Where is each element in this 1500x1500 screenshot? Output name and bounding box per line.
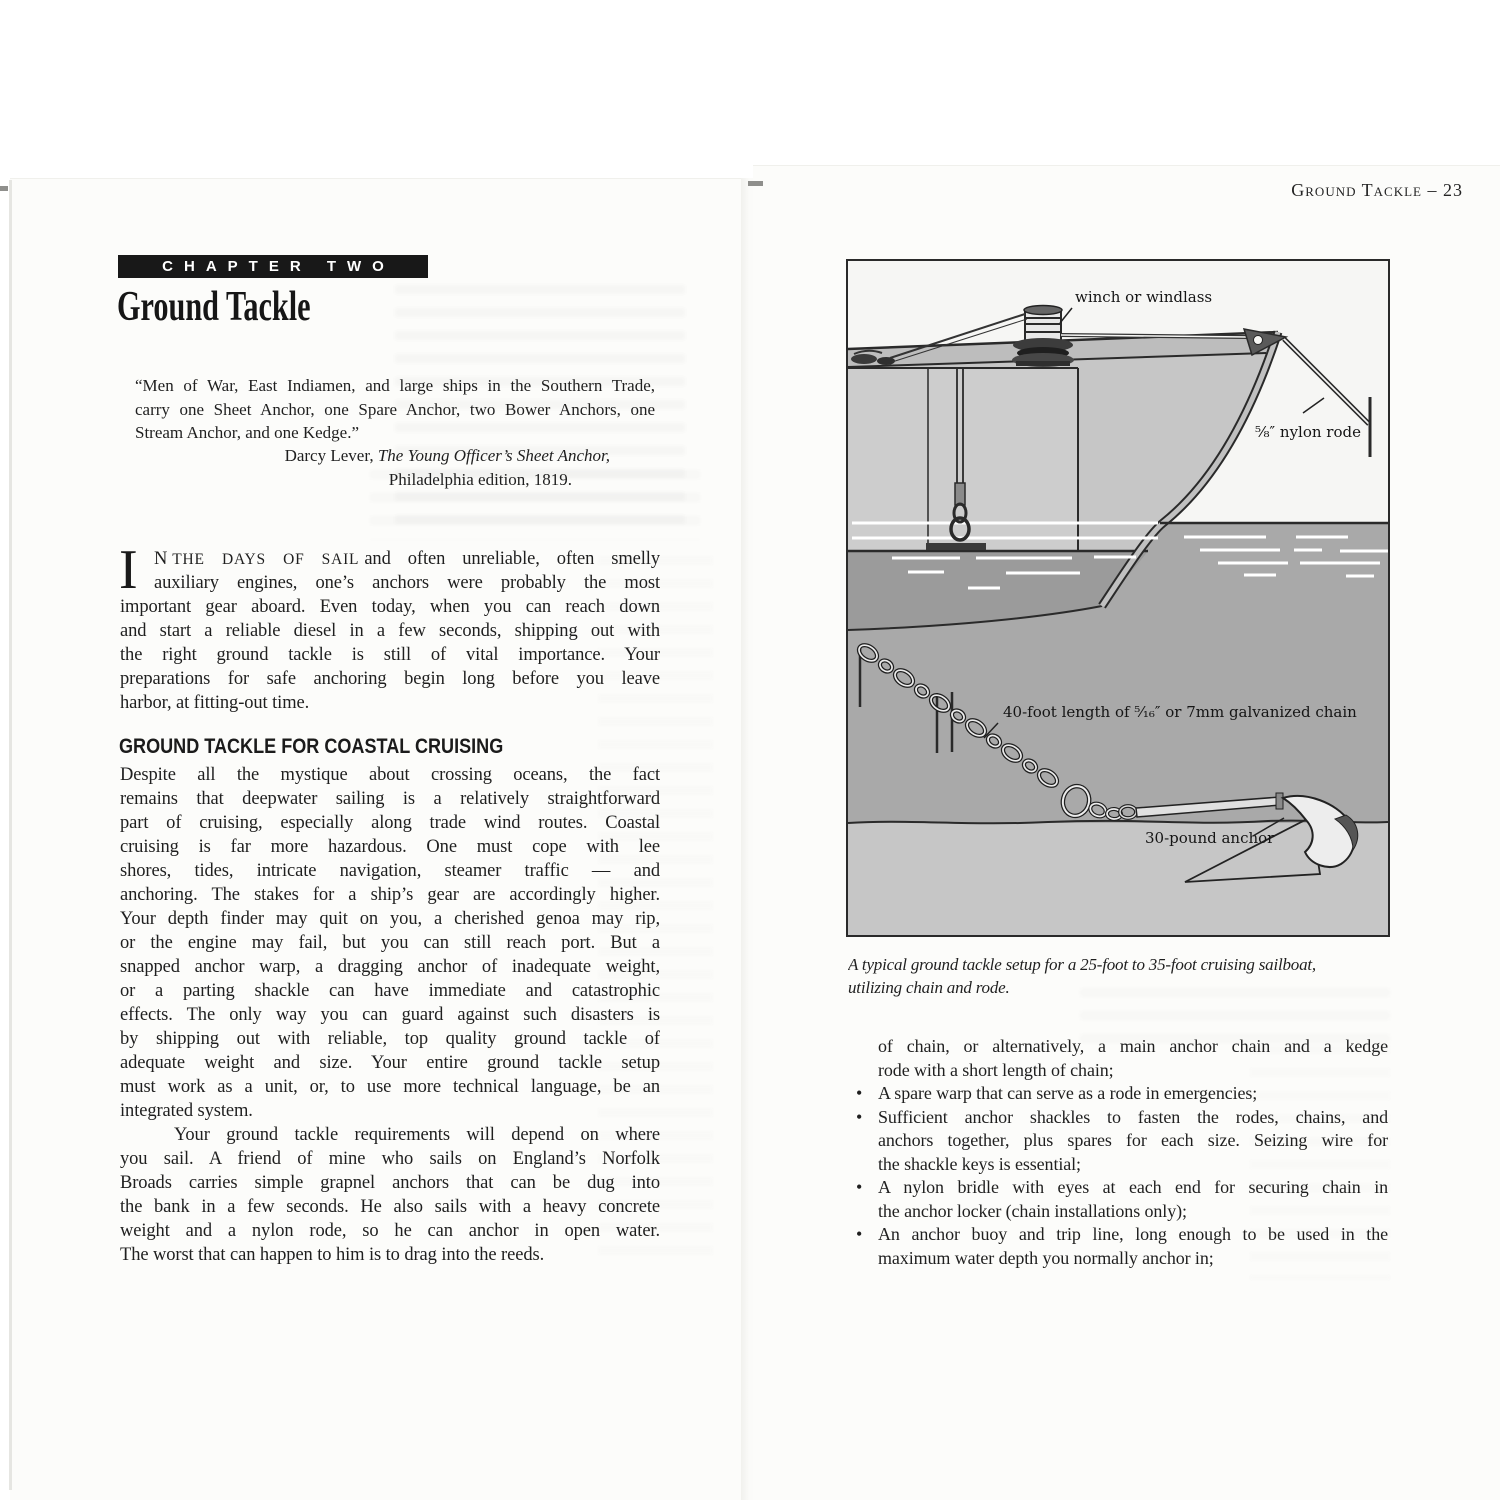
body-line: weight and a nylon rode, so he can anchor in open water. xyxy=(120,1221,660,1241)
body-line: Your ground tackle requirements will depend on where xyxy=(174,1125,660,1145)
body-line: and start a reliable diesel in a few seconds, shipping out with xyxy=(120,621,660,641)
list-item-line: the anchor locker (chain installations only); xyxy=(878,1200,1187,1221)
list-item-line: A spare warp that can serve as a rode in emergencies; xyxy=(878,1083,1258,1103)
body-line: you sail. A friend of mine who sails on England’s Norfolk xyxy=(120,1149,660,1169)
caption-line: utilizing chain and rode. xyxy=(848,978,1010,997)
opener-initial: N xyxy=(154,549,168,569)
body-line: the right ground tackle is still of vital importance. Your xyxy=(120,645,660,665)
section-heading: GROUND TACKLE FOR COASTAL CRUISING xyxy=(119,735,504,758)
list-item xyxy=(848,1082,1388,1106)
bullet-marker: • xyxy=(856,1224,863,1244)
body-line: by shipping out with reliable, top quality ground tackle of xyxy=(120,1029,660,1049)
body-line: or a parting shackle can have immediate and catastrophic xyxy=(120,981,660,1001)
drop-cap: I xyxy=(119,539,138,601)
body-line: Despite all the mystique about crossing oceans, the fact xyxy=(120,765,660,785)
list-item-line: An anchor buoy and trip line, long enough to be used in the xyxy=(878,1224,1388,1244)
bullet-marker: • xyxy=(856,1106,863,1127)
quote-attribution xyxy=(135,446,610,466)
body-line: Your depth finder may quit on you, a cherished genoa may rip, xyxy=(120,909,660,929)
body-line: part of cruising, especially along trade wind routes. Coastal xyxy=(120,813,660,833)
body-line: effects. The only way you can guard against such disasters is xyxy=(120,1005,660,1025)
body-line: harbor, at fitting-out time. xyxy=(120,693,310,713)
scan-artifact xyxy=(748,181,763,186)
body-line: or the engine may fail, but you can still reach port. But a xyxy=(120,933,660,953)
body-line: the bank in a few seconds. He also sails with a heavy concrete xyxy=(120,1197,660,1217)
running-head: Ground Tackle – 23 xyxy=(1291,180,1463,200)
quote-line: Stream Anchor, and one Kedge.” xyxy=(135,423,360,442)
body-line: must work as a unit, or, to use more technical language, be an xyxy=(120,1077,660,1097)
body-line: remains that deepwater sailing is a relatively straightforward xyxy=(120,789,660,809)
list-item-line: anchors together, plus spares for each size. Seizing wire for xyxy=(878,1130,1388,1150)
list-item-line: maximum water depth you normally anchor in; xyxy=(878,1247,1214,1268)
body-line: anchoring. The stakes for a ship’s gear are accordingly higher. xyxy=(120,885,660,905)
intro-paragraph xyxy=(120,547,660,715)
figure-caption xyxy=(848,953,1393,999)
list-continuation-line: rode with a short length of chain; xyxy=(878,1059,1114,1080)
chapter-kicker-bar xyxy=(118,255,428,278)
requirements-paragraph xyxy=(120,1123,660,1267)
list-continuation-line: of chain, or alternatively, a main anchor chain and a kedge xyxy=(878,1036,1388,1056)
body-line: preparations for safe anchoring begin long before you leave xyxy=(120,669,660,689)
chain-label: 40-foot length of ⁵⁄₁₆″ or 7mm galvanized chain xyxy=(1003,703,1357,721)
body-line: cruising is far more hazardous. One must cope with lee xyxy=(120,837,660,857)
body-line: integrated system. xyxy=(120,1101,253,1121)
body-line: important gear aboard. Even today, when you can reach down xyxy=(120,597,660,617)
quote-line: carry one Sheet Anchor, one Spare Anchor, two Bower Anchors, one xyxy=(135,399,655,419)
attribution-name: Darcy Lever, xyxy=(284,446,378,465)
equipment-list xyxy=(848,1035,1388,1270)
anchor-label: 30-pound anchor xyxy=(1145,829,1275,847)
rode-label: ⁵⁄₈″ nylon rode xyxy=(1255,423,1361,441)
list-item-line: A nylon bridle with eyes at each end for securing chain in xyxy=(878,1177,1388,1197)
ground-tackle-diagram xyxy=(848,261,1388,935)
chapter-kicker: CHAPTER TWO xyxy=(162,258,395,275)
bullet-marker: • xyxy=(856,1083,863,1103)
quote-attribution-line2: Philadelphia edition, 1819. xyxy=(388,470,572,489)
body-line: auxiliary engines, one’s anchors were probably the most xyxy=(154,573,660,593)
list-item xyxy=(848,1176,1388,1200)
body-line: snapped anchor warp, a dragging anchor of inadequate weight, xyxy=(120,957,660,977)
coastal-cruising-paragraph xyxy=(120,763,660,1123)
bullet-marker: • xyxy=(856,1177,863,1197)
page-gutter xyxy=(741,178,753,1500)
left-page-edge xyxy=(9,180,12,1490)
list-item xyxy=(848,1106,1388,1130)
scan-artifact xyxy=(0,186,8,191)
body-line: The worst that can happen to him is to drag into the reeds. xyxy=(120,1245,545,1265)
opener-small-caps: THE DAYS OF SAIL xyxy=(172,551,360,568)
attribution-book-title: The Young Officer’s Sheet Anchor, xyxy=(377,446,610,465)
body-line: Broads carries simple grapnel anchors that can be dug into xyxy=(120,1173,660,1193)
body-line: shores, tides, intricate navigation, steamer traffic — and xyxy=(120,861,660,881)
body-line: adequate weight and size. Your entire ground tackle setup xyxy=(120,1053,660,1073)
chapter-title: Ground Tackle xyxy=(117,284,311,330)
quote-line: “Men of War, East Indiamen, and large ships in the Southern Trade, xyxy=(135,376,655,395)
windlass-label: winch or windlass xyxy=(1075,288,1213,306)
list-item-line: Sufficient anchor shackles to fasten the rodes, chains, and xyxy=(878,1106,1388,1127)
body-line xyxy=(120,547,660,571)
epigraph-quote xyxy=(135,374,655,445)
ground-tackle-figure xyxy=(846,259,1390,937)
opener-rest: and often unreliable, often smelly xyxy=(364,549,660,569)
caption-line: A typical ground tackle setup for a 25-foot to 35-foot cruising sailboat, xyxy=(848,955,1316,974)
list-item-line: the shackle keys is essential; xyxy=(878,1153,1081,1174)
list-item xyxy=(848,1223,1388,1247)
